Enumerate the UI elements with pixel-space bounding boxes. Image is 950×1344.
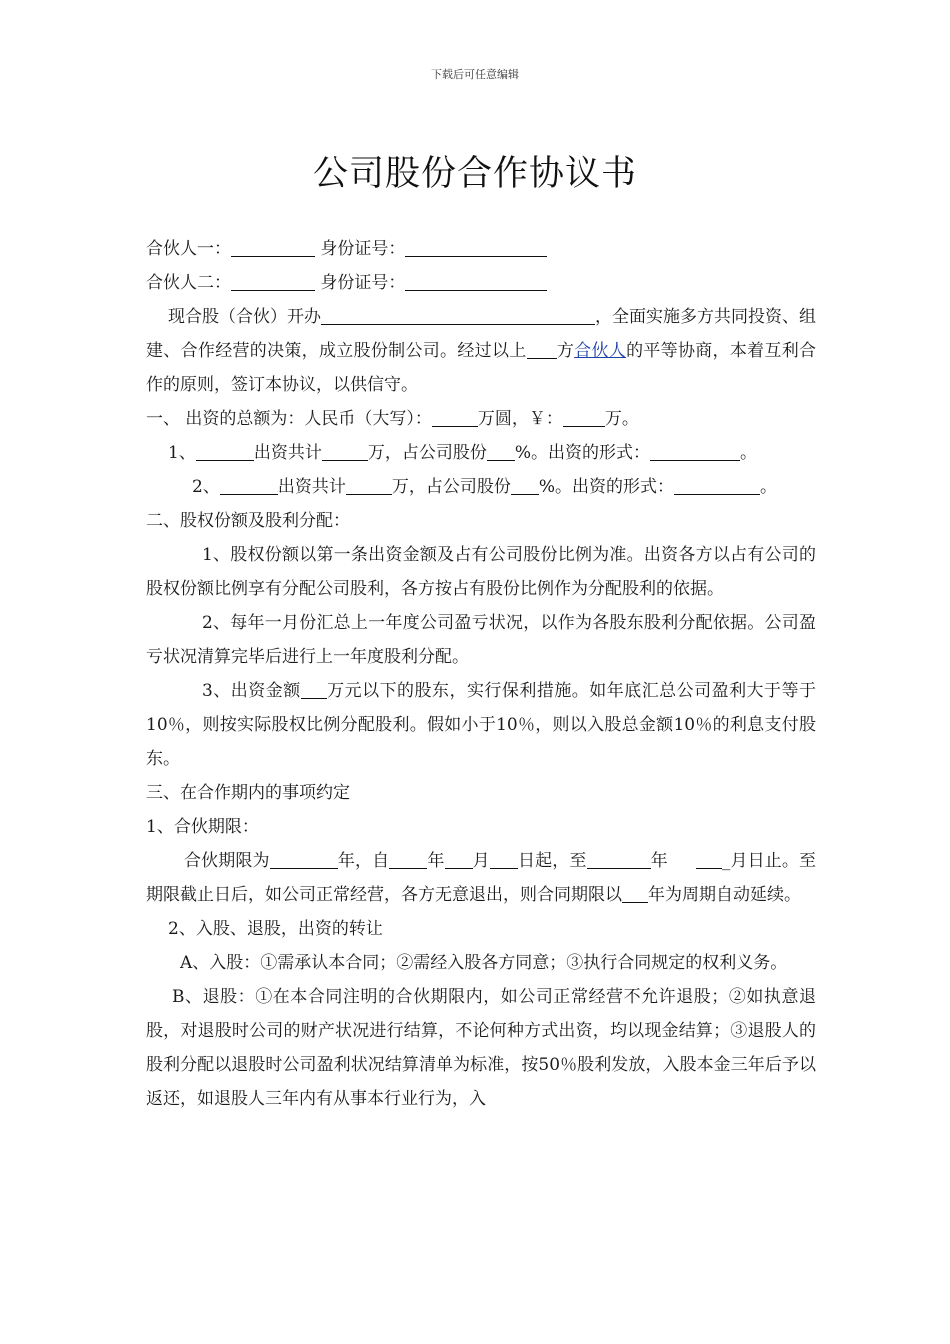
contrib-text: 万，占公司股份 <box>391 477 511 497</box>
renewal-years-blank[interactable] <box>622 880 648 903</box>
contrib-amount-blank[interactable] <box>346 472 392 495</box>
share-percent-blank[interactable] <box>511 472 539 495</box>
intro-text: 方 <box>556 341 575 361</box>
start-month-blank[interactable] <box>445 846 473 869</box>
term-text: 年 <box>650 851 668 871</box>
contrib-text: 。 <box>739 443 757 463</box>
section-3-sub-2: 2、入股、退股，出资的转让 <box>168 919 383 939</box>
term-text: 日起，至 <box>517 851 587 871</box>
term-text: _月 <box>721 851 748 871</box>
contributor-blank[interactable] <box>220 472 278 495</box>
item-number: 1、 <box>168 443 196 463</box>
intro-text: 的平等协商，本着互利合作的原则，签订本协议，以供信守。 <box>146 341 817 395</box>
contrib-text: 出资共计 <box>277 477 346 497</box>
item-text: 3、出资金额 <box>202 681 301 701</box>
partner-label: 合伙人二： <box>146 273 231 293</box>
item-text: 万元以下的股东，实行保利措施。如年底汇总公司盈利大于等于10％，则按实际股权比例分配股利。假如小于10％，则以入股总金额10％的利息支付股东。 <box>146 681 816 769</box>
contrib-text: %。出资的形式： <box>538 477 674 497</box>
item-number: 2、 <box>192 477 220 497</box>
partner-line-1 <box>146 232 816 266</box>
id-label: 身份证号： <box>320 239 406 259</box>
contributor-blank[interactable] <box>196 438 254 461</box>
total-unit: 万。 <box>604 409 639 429</box>
section-1-total <box>146 402 816 436</box>
section-2-item-3 <box>146 674 816 776</box>
amount-number-blank[interactable] <box>563 404 605 427</box>
section-3-item-b: B、退股：①在本合同注明的合伙期限内，如公司正常经营不允许退股；②如执意退股，对退股时公司的财产状况进行结算，不论何种方式出资，均以现金结算；③退股人的股利分配以退股时公司盈利状况结算清单为标准，按50％股利发放，入股本金三年后予以返还，如退股人三年内有从事本行业行为，入 <box>146 987 816 1109</box>
term-text: 合伙期限为 <box>184 851 270 871</box>
contrib-text: 出资共计 <box>253 443 322 463</box>
partner-link[interactable]: 合伙人 <box>574 341 627 361</box>
partner-name-blank[interactable] <box>231 268 315 291</box>
contribution-line-2 <box>146 470 816 504</box>
end-year-blank[interactable] <box>587 846 651 869</box>
threshold-amount-blank[interactable] <box>301 676 327 699</box>
partnership-term-paragraph <box>146 844 816 912</box>
term-text: 月 <box>472 851 490 871</box>
section-3-heading: 三、在合作期内的事项约定 <box>146 783 350 803</box>
start-day-blank[interactable] <box>490 846 518 869</box>
end-month-blank[interactable] <box>696 846 722 869</box>
term-text: 年 <box>427 851 445 871</box>
term-years-blank[interactable] <box>270 846 338 869</box>
contrib-amount-blank[interactable] <box>322 438 368 461</box>
header-note: 下载后可任意编辑 <box>431 68 519 81</box>
contrib-text: %。出资的形式： <box>514 443 650 463</box>
start-year-blank[interactable] <box>389 846 427 869</box>
term-text: 年，自 <box>337 851 390 871</box>
total-label: 一、 出资的总额为：人民币（大写）： <box>146 409 432 429</box>
contrib-form-blank[interactable] <box>650 438 740 461</box>
partner-line-2 <box>146 266 816 300</box>
id-number-blank[interactable] <box>405 234 547 257</box>
intro-text: ，全面实施多方共同投资、组建、合作经营的决策，成立股份制公司。经过以上 <box>146 307 816 361</box>
section-3-item-a: A、入股：①需承认本合同；②需经入股各方同意；③执行合同规定的权利义务。 <box>180 953 788 973</box>
section-3-sub-1: 1、合伙期限： <box>146 817 259 837</box>
section-2-item-1: 1、股权份额以第一条出资金额及占有公司股份比例为准。出资各方以占有公司的股权份额比例享有分配公司股利，各方按占有股份比例作为分配股利的依据。 <box>146 545 816 599</box>
intro-text: 现合股（合伙）开办 <box>168 307 321 327</box>
partner-name-blank[interactable] <box>231 234 315 257</box>
document-title: 公司股份合作协议书 <box>312 154 637 194</box>
section-2-item-2: 2、每年一月份汇总上一年度公司盈亏状况，以作为各股东股利分配依据。公司盈亏状况清算完毕后进行上一年度股利分配。 <box>146 613 816 667</box>
contrib-form-blank[interactable] <box>674 472 760 495</box>
intro-paragraph <box>146 300 816 402</box>
document-body <box>146 232 816 1116</box>
contribution-line-1 <box>146 436 816 470</box>
partner-label: 合伙人一： <box>146 239 231 259</box>
section-2-heading: 二、股权份额及股利分配： <box>146 511 350 531</box>
term-text: 日止。至期限截止日后，如公司正常经营，各方无意退出，则合同期限以 <box>146 851 817 905</box>
amount-words-blank[interactable] <box>432 404 478 427</box>
total-unit: 万圆，￥： <box>477 409 563 429</box>
contrib-text: 万，占公司股份 <box>367 443 487 463</box>
id-label: 身份证号： <box>320 273 406 293</box>
share-percent-blank[interactable] <box>487 438 515 461</box>
party-count-blank[interactable] <box>527 336 557 359</box>
term-text: 年为周期自动延续。 <box>648 885 801 905</box>
company-name-blank[interactable] <box>321 302 595 325</box>
id-number-blank[interactable] <box>405 268 547 291</box>
contrib-text: 。 <box>759 477 777 497</box>
